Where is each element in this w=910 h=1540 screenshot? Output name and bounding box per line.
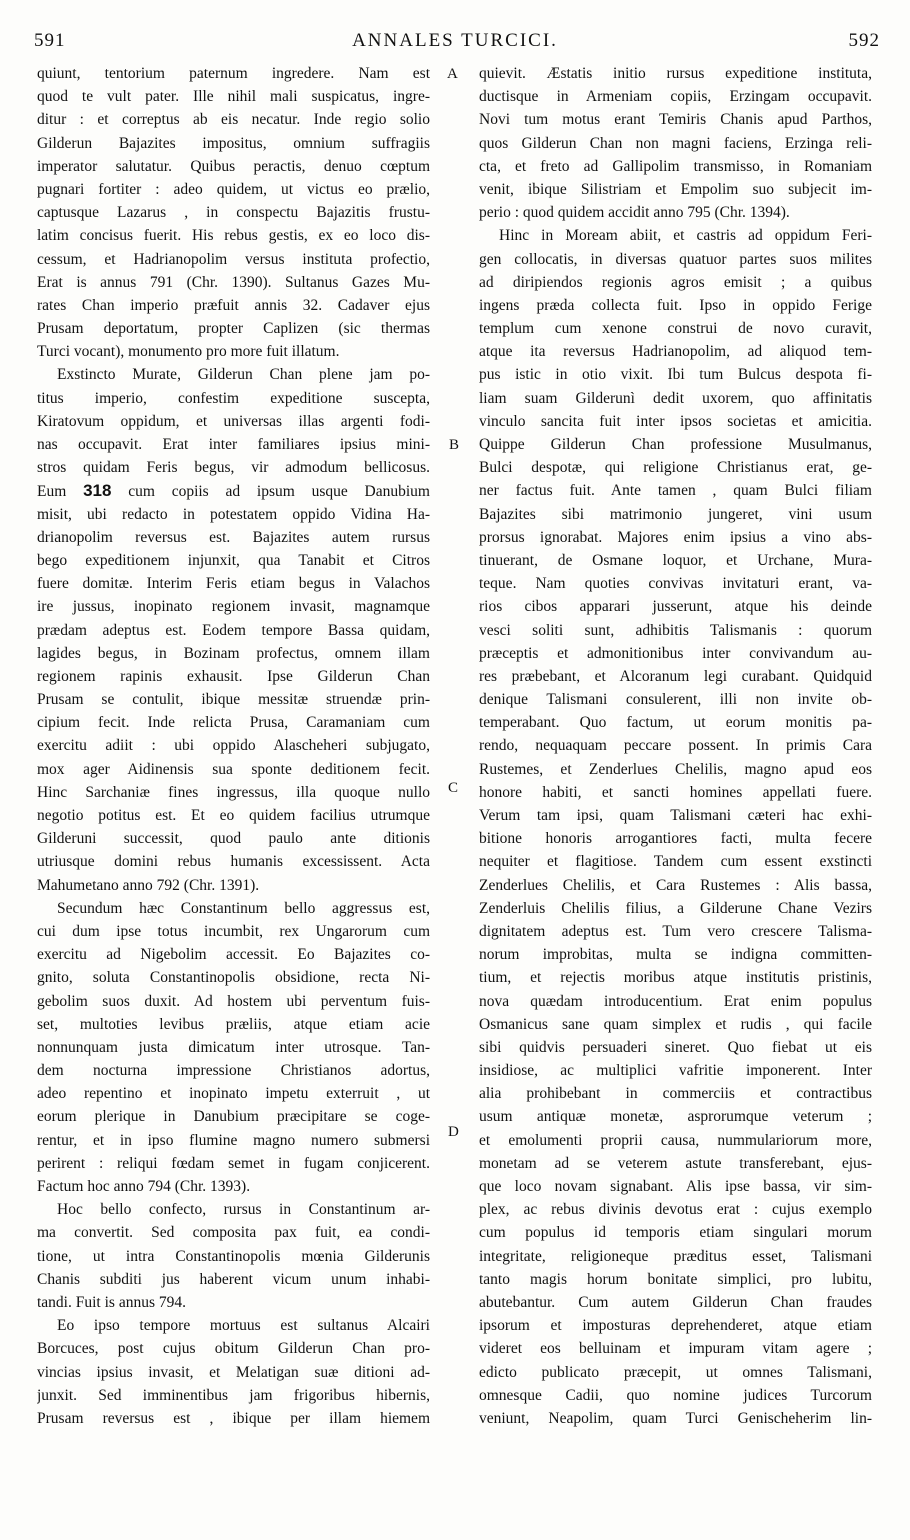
text-line: pus istic in otio vixit. Ibi tum Bulcus despota fi- xyxy=(479,366,872,384)
text-line: honore habiti, et sancti homines appellati fuere. xyxy=(479,783,872,801)
text-line: rates Chan imperio præfuit annis 32. Cadaver ejus xyxy=(37,296,430,314)
text-line: tium, et rejectis moribus atque institutis pristinis, xyxy=(479,969,872,987)
text-line: drianopolim reversus est. Bajazites autem rursus xyxy=(37,528,430,546)
text-line: perio : quod quidem accidit anno 795 (Chr. 1394). xyxy=(479,204,790,222)
text-line: Mahumetano anno 792 (Chr. 1391). xyxy=(37,876,260,894)
text-line: bego expeditionem injunxit, qua Tanabit et Citros xyxy=(37,551,430,569)
text-line: set, multoties levibus præliis, atque etiam acie xyxy=(37,1015,430,1033)
text-line: monetam ad se veterem astute transferebant, ejus- xyxy=(479,1154,872,1172)
text-line: liam suam Gilderunì dedit uxorem, quo affinitatis xyxy=(479,389,872,407)
text-line: Zenderluis Chelilis filius, a Gilderune Chane Vezirs xyxy=(479,899,872,917)
margin-marker-c: C xyxy=(448,780,459,796)
margin-marker-b: B xyxy=(449,437,460,453)
text-line: Turci vocant), monumento pro more fuit illatum. xyxy=(37,343,340,361)
text-line: captusque Lazarus , in conspectu Bajazitis frustu- xyxy=(37,204,430,222)
text-line: videret eos belluinam et impuram vitam agere ; xyxy=(479,1340,872,1358)
text-line: cui dum ipse totus incumbit, rex Ungarorum cum xyxy=(37,922,430,940)
text-line: ire jussus, inopinato regionem invasit, magnamque xyxy=(37,598,430,616)
text-line: titus imperio, confestim expeditione suscepta, xyxy=(37,389,430,407)
text-line: quiunt, tentorium paternum ingredere. Nam est xyxy=(37,65,430,82)
text-line: Prusam se contulit, ibique messitæ struendæ prin- xyxy=(37,691,430,709)
text-line: alia prohibebant in commerciis et contractibus xyxy=(479,1085,872,1103)
text-line: Gilderun Bajazites impositus, omnium suffragiis xyxy=(37,134,430,152)
text-line: Zenderlues Chelilis, et Cara Rustemes : Alis bassa, xyxy=(479,876,872,894)
text-line: cta, et freto ad Gallipolim transmisso, in Romaniam xyxy=(479,157,872,175)
text-line: insidiose, ac multiplici vafritie imponerent. Inter xyxy=(479,1062,872,1080)
text-line: Factum hoc anno 794 (Chr. 1393). xyxy=(37,1178,251,1195)
text-line: rios cibos apparari jusserunt, atque his deinde xyxy=(479,598,872,616)
margin-marker-d: D xyxy=(448,1124,459,1140)
text-line: prorsus ignorabat. Majores enim ipsius a vino abs- xyxy=(479,528,872,546)
text-line: edicto publicato præcepit, ut omnes Talismani, xyxy=(479,1363,872,1381)
text-line: misit, ubi redacto in potestatem oppido Vidina Ha- xyxy=(37,505,430,523)
text-line: ipsorum et imposturas deprehenderet, atque etiam xyxy=(479,1317,872,1335)
text-line: Rustemes, et Zenderlues Chelilis, magno apud eos xyxy=(479,760,872,778)
text-line: ner factus fuit. Ante tamen , quam Bulci filiam xyxy=(479,482,872,500)
text-line: nonnunquam justa dimicatum inter utrosque. Tan- xyxy=(37,1038,430,1056)
text-line: Bajazites sibi matrimonio jungeret, vini usum xyxy=(479,505,872,523)
text-line: denique Talismani consulerent, illi non invite ob- xyxy=(479,691,872,709)
text-line: Erat is annus 791 (Chr. 1390). Sultanus Gazes Mu- xyxy=(37,273,430,291)
text-line: veniunt, Neapolim, quam Turci Genischeherim lin- xyxy=(479,1409,872,1427)
text-line: Secundum hæc Constantinum bello aggressus est, xyxy=(57,899,430,917)
text-line: gen collocatis, in diversas quatuor partes suos milites xyxy=(479,250,872,268)
text-line: et emolumenti proprii causa, nummulariorum more, xyxy=(479,1131,872,1149)
text-line: utriusque domini rebus humanis excessissent. Acta xyxy=(37,853,430,871)
text-line: integritate, religioneque præditus esset, Talismani xyxy=(479,1247,872,1265)
text-line: junxit. Sed imminentibus jam frigoribus hibernis, xyxy=(37,1386,430,1404)
text-line: ad diripiendos regionis agros emisit ; a quibus xyxy=(479,273,872,291)
text-line: perirent : reliqui fœdam semet in fugam conjicerent. xyxy=(37,1154,430,1172)
text-line: nas occupavit. Erat inter familiares ipsius mini- xyxy=(37,436,430,453)
text-line: præceptis et admonitionibus inter convivandum au- xyxy=(479,644,872,662)
text-line: Borcuces, post cujus obitum Gilderun Chan pro- xyxy=(37,1340,430,1358)
text-line: Gilderuni successit, quod paulo ante ditionis xyxy=(37,830,430,848)
text-line: templum cum xenone construi de novo curavit, xyxy=(479,320,872,338)
text-line: dem nocturna impressione Christianos adortus, xyxy=(37,1062,430,1080)
text-line: gnito, soluta Constantinopolis obsidione, recta Ni- xyxy=(37,969,430,987)
text-line: teque. Nam quoties convivas invitaturi erant, va- xyxy=(479,575,872,593)
text-line: stros quidam Feris begus, vir admodum bellicosus. xyxy=(37,459,430,477)
text-line: Hinc Sarchaniæ fines ingressus, illa quoque nullo xyxy=(37,783,430,801)
text-line: que loco novam signabant. Alis ipse bassa, vir sim- xyxy=(479,1178,872,1195)
text-line: vesci soliti sunt, adhibitis Talismanis : quorum xyxy=(479,621,872,639)
text-line: prædam adeptus est. Eodem tempore Bassa quidam, xyxy=(37,621,430,639)
margin-marker-a: A xyxy=(447,66,458,82)
text-line: abutebantur. Cum autem Gilderun Chan fraudes xyxy=(479,1293,872,1311)
text-line: bitione honoris arrogantiores facti, multa fecere xyxy=(479,830,872,848)
text-line: Prusam deportatum, propter Caplizen (sic thermas xyxy=(37,320,430,338)
text-line: pugnari fortiter : adeo quidem, ut victus eo prælio, xyxy=(37,180,430,198)
right-column xyxy=(479,62,872,1430)
text-line: atque ita reversus Hadrianopolim, ad aliquod tem- xyxy=(479,343,872,361)
text-line: nova quædam introducentium. Erat enim populus xyxy=(479,992,872,1010)
text-line: Bulci despotæ, qui religione Christianus erat, ge- xyxy=(479,459,872,477)
left-column xyxy=(37,62,430,1430)
text-line: Eum 318 cum copiis ad ipsum usque Danubium xyxy=(37,481,430,501)
text-line: res præbebant, et Alcoranum legi curabant. Quidquid xyxy=(479,667,872,685)
text-line: venit, ibique Silistriam et Empolim suo subjecit im- xyxy=(479,180,872,198)
text-line: tione, ut intra Constantinopolis mœnia Gilderunis xyxy=(37,1247,430,1265)
text-line: rendo, nequaquam peccare possent. In primis Cara xyxy=(479,737,872,755)
text-line: plex, ac rebus divinis devotus erat : cujus exemplo xyxy=(479,1201,872,1219)
text-line: ma convertit. Sed composita pax fuit, ea condi- xyxy=(37,1224,430,1242)
text-line: rentur, et in ipso flumine magno numero submersi xyxy=(37,1131,430,1149)
text-line: regionem rapinis exhausit. Ipse Gilderun Chan xyxy=(37,667,430,685)
page-header xyxy=(30,30,880,54)
running-title: ANNALES TURCICI. xyxy=(352,30,558,51)
text-line: ingens præda collecta fuit. Ipso in oppido Ferige xyxy=(479,296,872,314)
text-line: gebolim suos duxit. Ad hostem ubi perventum fuis- xyxy=(37,992,430,1010)
text-line: cipium fecit. Inde relicta Prusa, Caramaniam cum xyxy=(37,714,430,732)
text-line: ductisque in Armeniam copiis, Erzingam occupavit. xyxy=(479,88,872,106)
text-line: temperabant. Quo factum, ut eorum monitis pa- xyxy=(479,714,872,732)
text-line: dignitatem adeptus est. Tum vero crescere Talisma- xyxy=(479,922,872,940)
text-line: eorum plerique in Danubium præcipitare se coge- xyxy=(37,1108,430,1126)
text-line: Kiratovum oppidum, et universas illas argenti fodi- xyxy=(37,412,430,430)
text-line: Verum tam ipsi, quam Talismani cæteri hac exhi- xyxy=(479,807,872,824)
text-line: Novi tum motus erant Temiris Chanis apud Parthos, xyxy=(479,111,872,129)
text-line: Prusam reversus est , ibique per illam hiemem xyxy=(37,1409,430,1427)
text-line: Exstincto Murate, Gilderun Chan plene jam po- xyxy=(57,366,430,384)
text-line: imperator salutatur. Quibus peractis, denuo cœptum xyxy=(37,157,430,175)
text-line: adeo repentino et inopinato impetu exterruit , ut xyxy=(37,1085,430,1103)
marginal-number: 318 xyxy=(83,481,112,501)
text-line: cum populus id temporis etiam singulari morum xyxy=(479,1224,872,1242)
text-line: negotio potitus est. Et eo quidem facilius utrumque xyxy=(37,807,430,824)
text-line: Eo ipso tempore mortuus est sultanus Alcairi xyxy=(57,1317,430,1335)
text-line: Osmanicus sane quam simplex et rudis , qui facile xyxy=(479,1015,872,1033)
text-line: ditur : et correptus ab eis necatur. Inde regio solio xyxy=(37,111,430,129)
text-line: tandi. Fuit is annus 794. xyxy=(37,1293,186,1311)
text-line: usum antiquæ monetæ, asprorumque veterum ; xyxy=(479,1108,872,1126)
page-number-right: 592 xyxy=(848,30,880,51)
text-line: latim concisus fuerit. His rebus gestis, ex eo loco dis- xyxy=(37,227,430,245)
text-line: sibi quidvis persuaderi sineret. Quo fiebat ut eis xyxy=(479,1038,872,1056)
text-line: quod te vult pater. Ille nihil mali suspicatus, ingre- xyxy=(37,88,430,106)
text-line: omnesque Cadii, quo nomine judices Turcorum xyxy=(479,1386,872,1404)
text-line: Quippe Gilderun Chan professione Musulmanus, xyxy=(479,436,872,453)
text-line: Chanis subditi jus haberent vicum unum inhabi- xyxy=(37,1270,430,1288)
text-line: tanto magis horum bonitate simplici, pro lubitu, xyxy=(479,1270,872,1288)
text-line: nequiter et flagitiose. Tandem cum essent exstincti xyxy=(479,853,872,871)
text-line: exercitu ad Nigebolim accessit. Eo Bajazites co- xyxy=(37,946,430,964)
text-line: vinculo sancita fuit inter ipsos societas et amicitia. xyxy=(479,412,872,430)
text-line: norum improbitas, multa se indigna committen- xyxy=(479,946,872,964)
text-line: quos Gilderun Chan non magni faciens, Erzinga reli- xyxy=(479,134,872,152)
text-line: fuere domitæ. Interim Feris etiam begus in Valachos xyxy=(37,575,430,593)
text-line: vincias ipsius invasit, et Melatigan suæ ditioni ad- xyxy=(37,1363,430,1381)
text-line: exercitu adiit : ubi oppido Alascheheri subjugato, xyxy=(37,737,430,755)
text-line: lagides begus, in Bozinam profectus, omnem illam xyxy=(37,644,430,662)
text-line: Hoc bello confecto, rursus in Constantinum ar- xyxy=(57,1201,430,1219)
text-line: quievit. Æstatis initio rursus expeditione instituta, xyxy=(479,65,872,82)
text-line: tinuerant, de Osmane loquor, et Urchane, Mura- xyxy=(479,551,872,569)
text-line: cessum, et Hadrianopolim versus instituta profectio, xyxy=(37,250,430,268)
page-number-left: 591 xyxy=(34,30,66,51)
text-line: Hinc in Moream abiit, et castris ad oppidum Feri- xyxy=(499,227,872,245)
text-line: mox ager Aidinensis sua sponte deditionem fecit. xyxy=(37,760,430,778)
